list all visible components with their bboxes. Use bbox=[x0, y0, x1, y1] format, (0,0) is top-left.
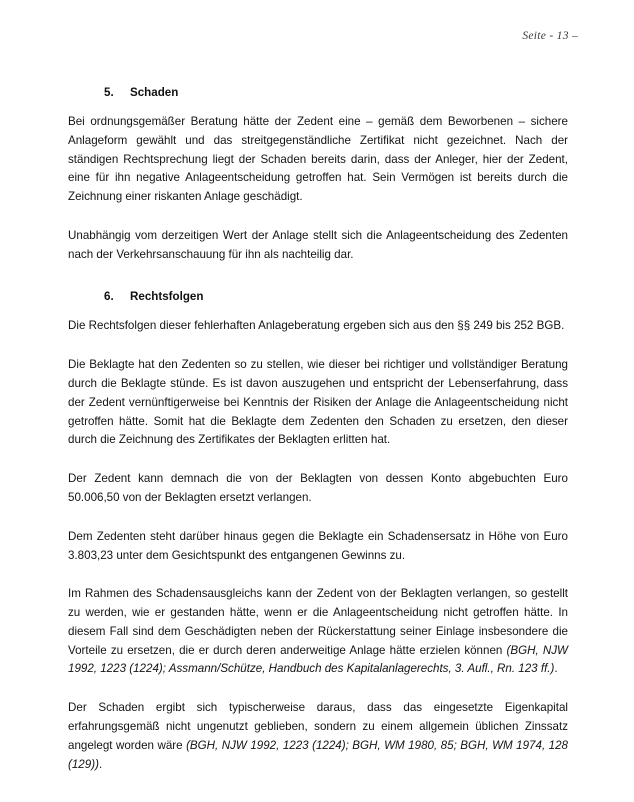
paragraph: Bei ordnungsgemäßer Beratung hätte der Zedent eine – gemäß dem Beworbenen – sichere Anlageform gewählt und das streitgegenständliche Zertifikat nicht gezeichnet. Nach der ständigen Rechtsprechung liegt der Schaden bereits darin, dass der Anleger, hier der Zedent, eine für ihn negative Anlageentscheidung getroffen hat. Sein Vermögen ist bereits durch die Zeichnung einer riskanten Anlage geschädigt. bbox=[68, 115, 568, 204]
legal-citation: (BGH, NJW 1992, 1223 (1224); BGH, WM 1980, 85; BGH, WM 1974, 128 (129)) bbox=[68, 738, 568, 771]
paragraph-tail-text: . bbox=[554, 662, 558, 676]
paragraph-lead-text: Der Schaden ergibt sich typischerweise daraus, dass das eingesetzte Eigenkapital erfahrungsgemäß nicht ungenutzt geblieben, sondern zu einem allgemein üblichen Zinssatz angelegt worden wäre bbox=[68, 701, 568, 752]
legal-citation: (BGH, NJW 1992, 1223 (1224); Assmann/Schütze, Handbuch des Kapitalanlagerechts, 3. Aufl., Rn. 123 ff.) bbox=[68, 643, 568, 676]
section-heading-schaden bbox=[68, 86, 568, 99]
paragraph-with-citation bbox=[68, 585, 568, 679]
paragraph-lead-text: Im Rahmen des Schadensausgleichs kann der Zedent von der Beklagten verlangen, so gestellt zu werden, wie er gestanden hätte, wenn er die Anlageentscheidung nicht getroffen hätte. In diesem Fall sind dem Geschädigten neben der Rückerstattung seiner Einlage insbesondere die Vorteile zu ersetzen, die er durch deren anderweitige Anlage hätte erzielen können bbox=[68, 587, 568, 657]
paragraph: Unabhängig vom derzeitigen Wert der Anlage stellt sich die Anlageentscheidung des Zedenten nach der Verkehrsanschauung für ihn als nachteilig dar. bbox=[68, 228, 568, 261]
paragraph: Die Rechtsfolgen dieser fehlerhaften Anlageberatung ergeben sich aus den §§ 249 bis 252 BGB. bbox=[68, 319, 565, 333]
paragraph-with-citation bbox=[68, 699, 568, 774]
section-heading-rechtsfolgen bbox=[68, 290, 568, 303]
page-number-header: Seite - 13 – bbox=[522, 30, 578, 42]
section-title: Rechtsfolgen bbox=[130, 290, 204, 304]
section-spacer bbox=[68, 278, 568, 290]
section-number: 6. bbox=[104, 290, 114, 304]
paragraph: Dem Zedenten steht darüber hinaus gegen die Beklagte ein Schadensersatz in Höhe von Euro 3.803,23 unter dem Gesichtspunkt des entgangenen Gewinns zu. bbox=[68, 529, 568, 562]
section-title: Schaden bbox=[130, 86, 179, 99]
paragraph: Die Beklagte hat den Zedenten so zu stellen, wie dieser bei richtiger und vollständiger Beratung durch die Beklagte stünde. Es ist davon auszugehen und entspricht der Lebenserfahrung, dass der Zedent vernünftigerweise bei Kenntnis der Risiken der Anlage die Anlageentscheidung nicht getroffen hätte. Somit hat die Beklagte dem Zedenten den Schaden zu ersetzen, den dieser durch die Zeichnung des Zertifikates der Beklagten erlitten hat. bbox=[68, 358, 568, 447]
document-body bbox=[68, 86, 568, 788]
section-number: 5. bbox=[104, 86, 114, 99]
paragraph: Der Zedent kann demnach die von der Beklagten von dessen Konto abgebuchten Euro 50.006,50 von der Beklagten ersetzt verlangen. bbox=[68, 472, 568, 504]
paragraph-tail-text: . bbox=[98, 757, 103, 771]
